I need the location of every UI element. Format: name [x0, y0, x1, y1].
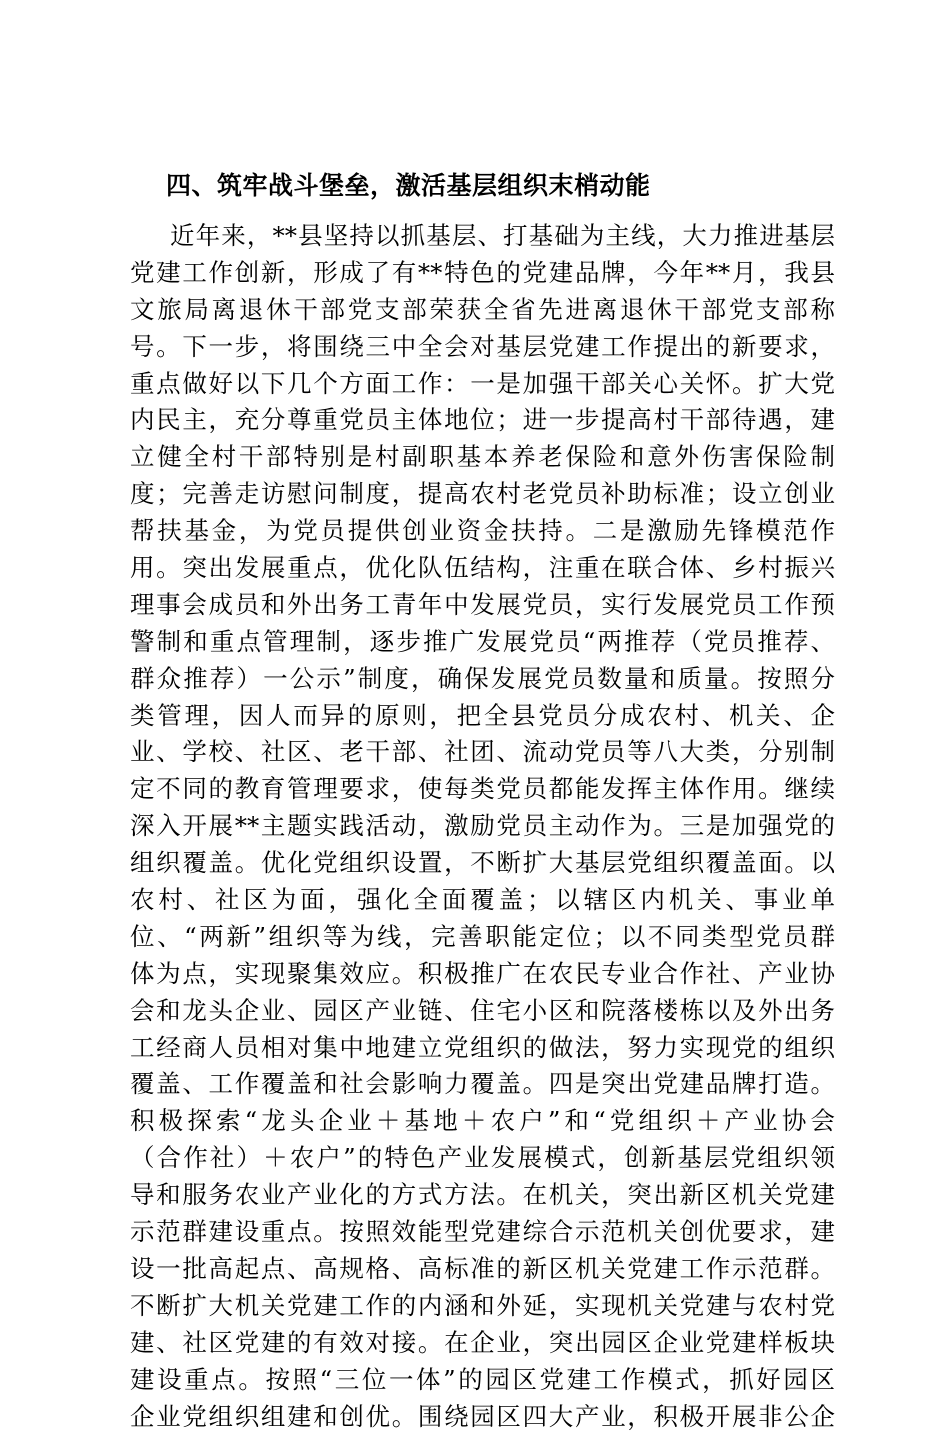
paragraph-line: 重点做好以下几个方面工作：一是加强干部关心关怀。扩大党 — [130, 366, 835, 403]
paragraph-line: 党建工作创新，形成了有**特色的党建品牌，今年**月，我县 — [130, 255, 835, 292]
paragraph-line: 企业党组织组建和创优。围绕园区四大产业，积极开展非公企 — [130, 1399, 835, 1435]
paragraph-line: 工经商人员相对集中地建立党组织的做法，努力实现党的组织 — [130, 1030, 835, 1067]
paragraph-line: 导和服务农业产业化的方式方法。在机关，突出新区机关党建 — [130, 1177, 835, 1214]
paragraph-line: 定不同的教育管理要求，使每类党员都能发挥主体作用。继续 — [130, 771, 835, 808]
paragraph-line: 类管理，因人而异的原则，把全县党员分成农村、机关、企 — [130, 698, 835, 735]
paragraph-line: 深入开展**主题实践活动，激励党员主动作为。三是加强党的 — [130, 808, 835, 845]
body-paragraph — [130, 218, 835, 1435]
paragraph-line: 号。下一步，将围绕三中全会对基层党建工作提出的新要求， — [130, 329, 835, 366]
paragraph-line: 度；完善走访慰问制度，提高农村老党员补助标准；设立创业 — [130, 476, 835, 513]
paragraph-line: 建设重点。按照“三位一体”的园区党建工作模式，抓好园区 — [130, 1362, 835, 1399]
paragraph-line: 近年来，**县坚持以抓基层、打基础为主线，大力推进基层 — [130, 218, 835, 255]
paragraph-line: 用。突出发展重点，优化队伍结构，注重在联合体、乡村振兴 — [130, 550, 835, 587]
paragraph-line: 不断扩大机关党建工作的内涵和外延，实现机关党建与农村党 — [130, 1288, 835, 1325]
paragraph-line: 设一批高起点、高规格、高标准的新区机关党建工作示范群。 — [130, 1251, 835, 1288]
paragraph-line: 位、“两新”组织等为线，完善职能定位；以不同类型党员群 — [130, 919, 835, 956]
paragraph-line: 警制和重点管理制，逐步推广发展党员“两推荐（党员推荐、 — [130, 624, 835, 661]
paragraph-line: 建、社区党建的有效对接。在企业，突出园区企业党建样板块 — [130, 1325, 835, 1362]
paragraph-line: 示范群建设重点。按照效能型党建综合示范机关创优要求，建 — [130, 1214, 835, 1251]
paragraph-line: 理事会成员和外出务工青年中发展党员，实行发展党员工作预 — [130, 587, 835, 624]
paragraph-line: 内民主，充分尊重党员主体地位；进一步提高村干部待遇，建 — [130, 402, 835, 439]
paragraph-line: 帮扶基金，为党员提供创业资金扶持。二是激励先锋模范作 — [130, 513, 835, 550]
paragraph-line: 会和龙头企业、园区产业链、住宅小区和院落楼栋以及外出务 — [130, 993, 835, 1030]
paragraph-line: 积极探索“龙头企业＋基地＋农户”和“党组织＋产业协会 — [130, 1103, 835, 1140]
paragraph-line: 立健全村干部特别是村副职基本养老保险和意外伤害保险制 — [130, 439, 835, 476]
paragraph-line: 体为点，实现聚集效应。积极推广在农民专业合作社、产业协 — [130, 956, 835, 993]
paragraph-line: 农村、社区为面，强化全面覆盖；以辖区内机关、事业单 — [130, 882, 835, 919]
paragraph-line: 覆盖、工作覆盖和社会影响力覆盖。四是突出党建品牌打造。 — [130, 1066, 835, 1103]
paragraph-line: 组织覆盖。优化党组织设置，不断扩大基层党组织覆盖面。以 — [130, 845, 835, 882]
paragraph-line: 群众推荐）一公示”制度，确保发展党员数量和质量。按照分 — [130, 661, 835, 698]
paragraph-line: （合作社）＋农户”的特色产业发展模式，创新基层党组织领 — [130, 1140, 835, 1177]
section-heading: 四、筑牢战斗堡垒，激活基层组织末梢动能 — [166, 168, 651, 204]
paragraph-line: 文旅局离退休干部党支部荣获全省先进离退休干部党支部称 — [130, 292, 835, 329]
paragraph-line: 业、学校、社区、老干部、社团、流动党员等八大类，分别制 — [130, 734, 835, 771]
